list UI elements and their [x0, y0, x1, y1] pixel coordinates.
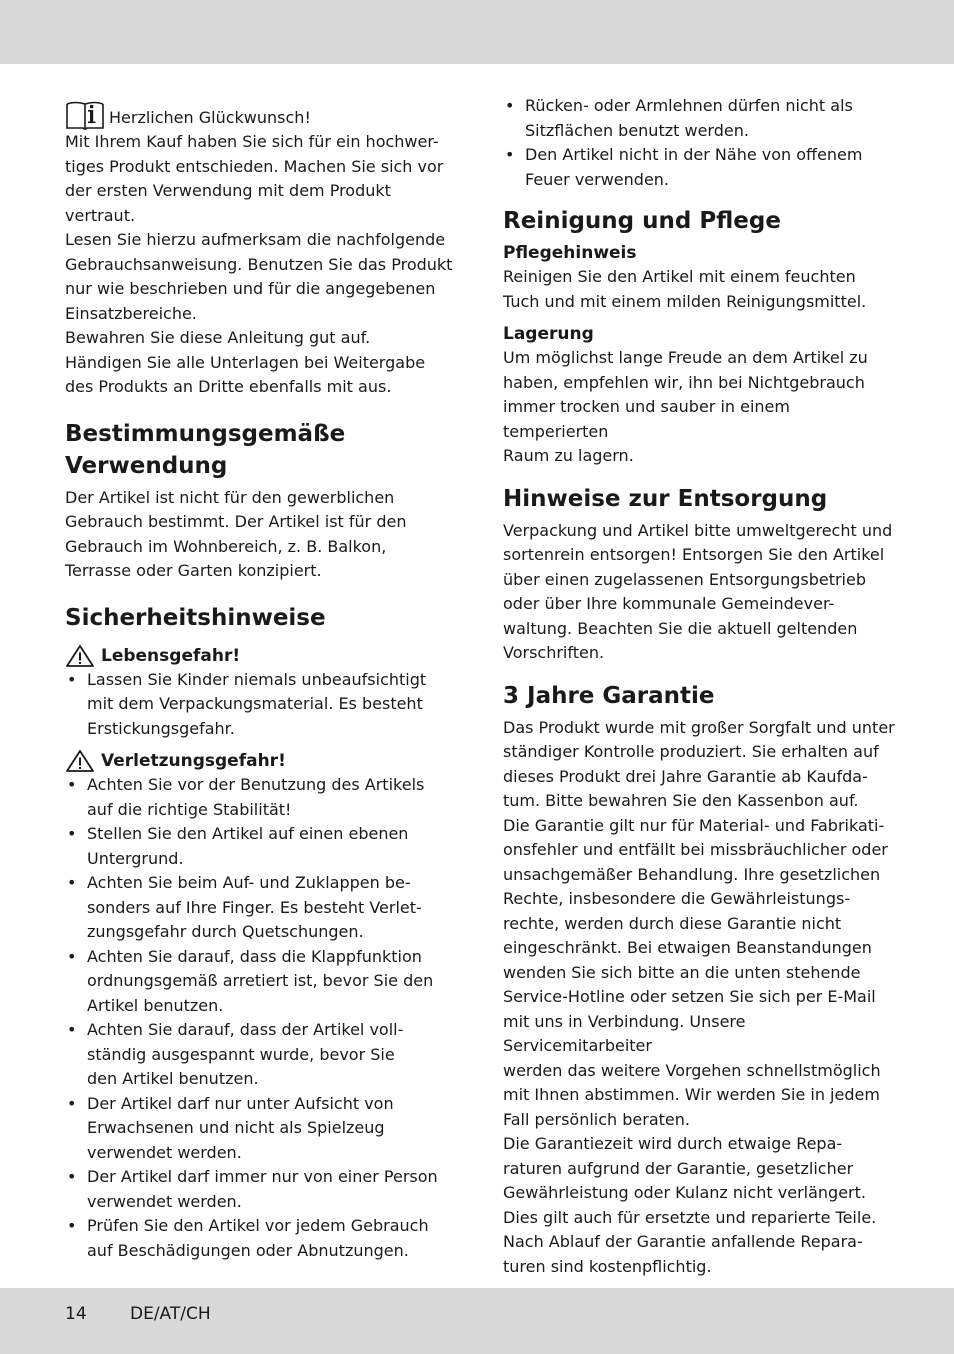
text-line: Erstickungsgefahr.	[87, 718, 235, 738]
left-column	[65, 94, 460, 1263]
text-line: Fall persönlich beraten.	[503, 1109, 690, 1129]
text-line: • Stellen Sie den Artikel auf einen ebenen	[87, 824, 409, 843]
text-line: • Lassen Sie Kinder niemals unbeaufsichtigt	[87, 669, 427, 689]
text-line: werden das weitere Vorgehen schnellstmöglich	[503, 1060, 881, 1080]
text-line: zungsgefahr durch Quetschungen.	[87, 922, 364, 941]
text-line: Mit Ihrem Kauf haben Sie sich für ein hochwer-	[65, 132, 439, 151]
injury-list	[65, 773, 460, 1263]
text-line: Vorschriften.	[503, 643, 605, 662]
storage-subtitle: Lagerung	[503, 324, 594, 344]
text-line: Der Artikel ist nicht für den gewerblichen	[65, 487, 395, 507]
text-line: Lesen Sie hierzu aufmerksam die nachfolgende	[65, 230, 446, 249]
intro-congrats: Herzlichen Glückwunsch!	[109, 107, 311, 127]
text-line: Raum zu lagern.	[503, 446, 634, 465]
text-line: nur wie beschrieben und für die angegebenen	[65, 279, 436, 298]
list-item	[65, 668, 460, 742]
text-line: • Achten Sie vor der Benutzung des Artikels	[87, 775, 425, 794]
text-line: ständig ausgespannt wurde, bevor Sie	[87, 1044, 395, 1064]
text-line: auf die richtige Stabilität!	[87, 799, 292, 819]
list-item	[65, 1018, 460, 1092]
text-line: Gebrauchsanweisung. Benutzen Sie das Produkt	[65, 254, 453, 274]
header-bar	[0, 0, 954, 64]
text-line: waltung. Beachten Sie die aktuell geltenden	[503, 618, 858, 638]
list-item	[65, 822, 460, 871]
footer-bar	[0, 1288, 954, 1354]
text-line: Einsatzbereiche.	[65, 303, 197, 323]
care-subtitle: Pflegehinweis	[503, 243, 637, 263]
text-line: Die Garantie gilt nur für Material- und Fabrikati-	[503, 815, 885, 835]
text-line: • Der Artikel darf immer nur von einer Person	[87, 1167, 438, 1186]
text-line: Die Garantiezeit wird durch etwaige Repa-	[503, 1134, 843, 1153]
text-line: rechte, werden durch diese Garantie nicht	[503, 913, 842, 933]
text-line: ordnungsgemäß arretiert ist, bevor Sie den	[87, 971, 434, 990]
warranty-section	[503, 680, 898, 1280]
text-line: mit uns in Verbindung. Unsere Servicemitarbeiter	[503, 1011, 746, 1055]
section-title-safety: Sicherheitshinweise	[65, 604, 326, 631]
list-item	[65, 1165, 460, 1214]
text-line: sonders auf Ihre Finger. Es besteht Verlet-	[87, 897, 422, 917]
text-line: verwendet werden.	[87, 1142, 242, 1162]
section-title-care: Reinigung und Pflege	[503, 208, 781, 234]
text-line: sortenrein entsorgen! Entsorgen Sie den Artikel	[503, 545, 885, 564]
text-line: unsachgemäßer Behandlung. Ihre gesetzlichen	[503, 864, 881, 884]
text-line: eingeschränkt. Bei etwaigen Beanstandungen	[503, 938, 872, 957]
safety-list-continued	[503, 94, 898, 192]
text-line: Gebrauch bestimmt. Der Artikel ist für den	[65, 512, 407, 531]
text-line: wenden Sie sich bitte an die unten stehende	[503, 962, 861, 982]
usage-text	[65, 486, 460, 584]
text-line: Service-Hotline oder setzen Sie sich per E-Mail	[503, 987, 876, 1006]
text-line: Verpackung und Artikel bitte umweltgerecht und	[503, 520, 893, 540]
usage-section	[65, 418, 460, 584]
text-line: Gewährleistung oder Kulanz nicht verlängert.	[503, 1183, 866, 1202]
text-line: dieses Produkt drei Jahre Garantie ab Kaufda-	[503, 766, 868, 786]
list-item	[503, 94, 898, 143]
warranty-text	[503, 716, 898, 1280]
text-line: immer trocken und sauber in einem temperierten	[503, 397, 790, 441]
text-line: raturen aufgrund der Garantie, gesetzlicher	[503, 1158, 854, 1178]
text-line: Erwachsenen und nicht als Spielzeug	[87, 1118, 385, 1137]
list-item	[65, 773, 460, 822]
intro-heading	[65, 100, 460, 130]
text-line: • Der Artikel darf nur unter Aufsicht von	[87, 1093, 394, 1113]
text-line: Feuer verwenden.	[525, 169, 670, 189]
warning-triangle-icon	[65, 644, 95, 668]
text-line: den Artikel benutzen.	[87, 1069, 259, 1088]
text-line: tiges Produkt entschieden. Machen Sie sich vor	[65, 156, 444, 176]
list-item	[503, 143, 898, 192]
page-number: 14	[65, 1304, 87, 1324]
text-line: • Achten Sie darauf, dass die Klappfunktion	[87, 946, 422, 966]
danger-title: Lebensgefahr!	[101, 645, 241, 666]
section-title-usage-cont: Verwendung	[65, 452, 228, 479]
text-line: tum. Bitte bewahren Sie den Kassenbon auf.	[503, 791, 859, 810]
text-line: Bewahren Sie diese Anleitung gut auf.	[65, 328, 371, 347]
disposal-text	[503, 519, 898, 666]
danger-heading	[65, 644, 460, 668]
text-line: über einen zugelassenen Entsorgungsbetrieb	[503, 569, 866, 589]
section-title-disposal: Hinweise zur Entsorgung	[503, 485, 828, 512]
text-line: mit dem Verpackungsmaterial. Es besteht	[87, 694, 423, 713]
locale-label: DE/AT/CH	[130, 1304, 211, 1324]
text-line: der ersten Verwendung mit dem Produkt vertraut.	[65, 181, 391, 225]
text-line: Dies gilt auch für ersetzte und reparierte Teile.	[503, 1207, 877, 1227]
text-line: Händigen Sie alle Unterlagen bei Weitergabe	[65, 352, 426, 372]
list-item	[65, 945, 460, 1019]
text-line: verwendet werden.	[87, 1191, 242, 1211]
text-line: Tuch und mit einem milden Reinigungsmittel.	[503, 291, 867, 311]
text-line: Terrasse oder Garten konzipiert.	[65, 561, 322, 580]
text-line: ständiger Kontrolle produziert. Sie erhalten auf	[503, 742, 879, 761]
list-item	[65, 1214, 460, 1263]
injury-heading	[65, 749, 460, 773]
text-line: Reinigen Sie den Artikel mit einem feuchten	[503, 267, 856, 286]
text-line: onsfehler und entfällt bei missbräuchlicher oder	[503, 840, 888, 859]
intro-text	[65, 130, 460, 400]
list-item	[65, 871, 460, 945]
text-line: • Den Artikel nicht in der Nähe von offenem	[525, 145, 863, 164]
right-column	[503, 94, 898, 1279]
text-line: oder über Ihre kommunale Gemeindever-	[503, 594, 835, 613]
text-line: • Prüfen Sie den Artikel vor jedem Gebrauch	[87, 1216, 429, 1235]
text-line: haben, empfehlen wir, ihn bei Nichtgebrauch	[503, 372, 865, 392]
section-title-warranty: 3 Jahre Garantie	[503, 682, 715, 709]
text-line: auf Beschädigungen oder Abnutzungen.	[87, 1240, 409, 1260]
disposal-section	[503, 483, 898, 666]
text-line: Nach Ablauf der Garantie anfallende Repara-	[503, 1232, 863, 1251]
section-title-usage: Bestimmungsgemäße	[65, 420, 346, 447]
text-line: Gebrauch im Wohnbereich, z. B. Balkon,	[65, 536, 387, 556]
text-line: mit Ihnen abstimmen. Wir werden Sie in jedem	[503, 1085, 880, 1104]
text-line: Um möglichst lange Freude an dem Artikel zu	[503, 348, 868, 367]
safety-section	[65, 602, 460, 1264]
text-line: • Achten Sie beim Auf- und Zuklappen be-	[87, 873, 411, 892]
info-book-icon	[65, 100, 105, 130]
text-line: Sitzflächen benutzt werden.	[525, 120, 749, 140]
text-line: Das Produkt wurde mit großer Sorgfalt und unter	[503, 717, 895, 737]
injury-title: Verletzungsgefahr!	[101, 751, 286, 771]
text-line: Rechte, insbesondere die Gewährleistungs-	[503, 889, 851, 908]
list-item	[65, 1092, 460, 1166]
text-line: • Rücken- oder Armlehnen dürfen nicht als	[525, 96, 853, 115]
danger-list	[65, 668, 460, 742]
text-line: turen sind kostenpflichtig.	[503, 1256, 712, 1276]
text-line: • Achten Sie darauf, dass der Artikel voll-	[87, 1020, 404, 1039]
text-line: des Produkts an Dritte ebenfalls mit aus.	[65, 377, 392, 396]
text-line: Artikel benutzen.	[87, 995, 224, 1015]
care-section	[503, 205, 898, 469]
warning-triangle-icon	[65, 749, 95, 773]
text-line: Untergrund.	[87, 848, 184, 868]
